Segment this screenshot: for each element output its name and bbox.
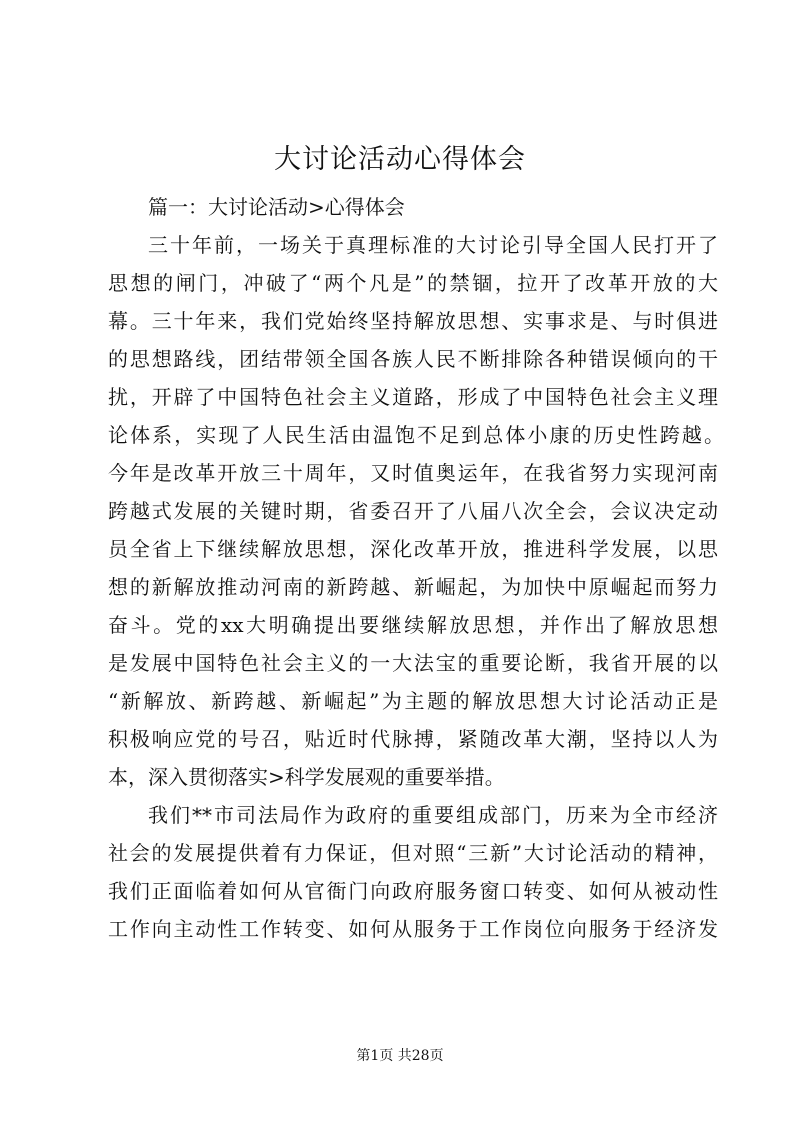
paragraph-line: 社会的发展提供着有力保证，但对照“三新”大讨论活动的精神， xyxy=(108,841,718,865)
paragraph-line: 积极响应党的号召，贴近时代脉搏，紧随改革大潮，坚持以人为 xyxy=(108,727,718,751)
paragraph-line: 思想的闸门，冲破了“两个凡是”的禁锢，拉开了改革开放的大 xyxy=(108,271,718,295)
paragraph-line: 论体系，实现了人民生活由温饱不足到总体小康的历史性跨越。 xyxy=(108,423,724,447)
paragraph-2 xyxy=(108,796,718,948)
subtitle: 篇一：大讨论活动>心得体会 xyxy=(148,195,405,219)
paragraph-line: 跨越式发展的关键时期，省委召开了八届八次全会，会议决定动 xyxy=(108,499,718,523)
paragraph-line: 今年是改革开放三十周年，又时值奥运年，在我省努力实现河南 xyxy=(108,461,718,485)
page-number-footer: 第1页 共28页 xyxy=(356,1048,444,1064)
paragraph-line: 奋斗。党的xx大明确提出要继续解放思想，并作出了解放思想 xyxy=(108,613,718,637)
paragraph-line: 员全省上下继续解放思想，深化改革开放，推进科学发展，以思 xyxy=(108,537,718,561)
document-body xyxy=(108,188,724,948)
paragraph-line: 工作向主动性工作转变、如何从服务于工作岗位向服务于经济发 xyxy=(108,917,718,941)
paragraph-line: 本，深入贯彻落实>科学发展观的重要举措。 xyxy=(108,765,505,789)
paragraph-line: 我们正面临着如何从官衙门向政府服务窗口转变、如何从被动性 xyxy=(108,879,718,903)
paragraph-line: 扰，开辟了中国特色社会主义道路，形成了中国特色社会主义理 xyxy=(108,385,718,409)
paragraph-line: 的思想路线，团结带领全国各族人民不断排除各种错误倾向的干 xyxy=(108,347,718,371)
paragraph-line: 我们**市司法局作为政府的重要组成部门，历来为全市经济 xyxy=(148,803,718,827)
paragraph-1 xyxy=(108,226,724,796)
page-title: 大讨论活动心得体会 xyxy=(274,144,526,175)
paragraph-line: “新解放、新跨越、新崛起”为主题的解放思想大讨论活动正是 xyxy=(108,689,718,713)
paragraph-line: 是发展中国特色社会主义的一大法宝的重要论断，我省开展的以 xyxy=(108,651,718,675)
paragraph-line: 三十年前，一场关于真理标准的大讨论引导全国人民打开了 xyxy=(148,233,718,257)
paragraph-line: 想的新解放推动河南的新跨越、新崛起，为加快中原崛起而努力 xyxy=(108,575,718,599)
paragraph-line: 幕。三十年来，我们党始终坚持解放思想、实事求是、与时俱进 xyxy=(108,309,718,333)
